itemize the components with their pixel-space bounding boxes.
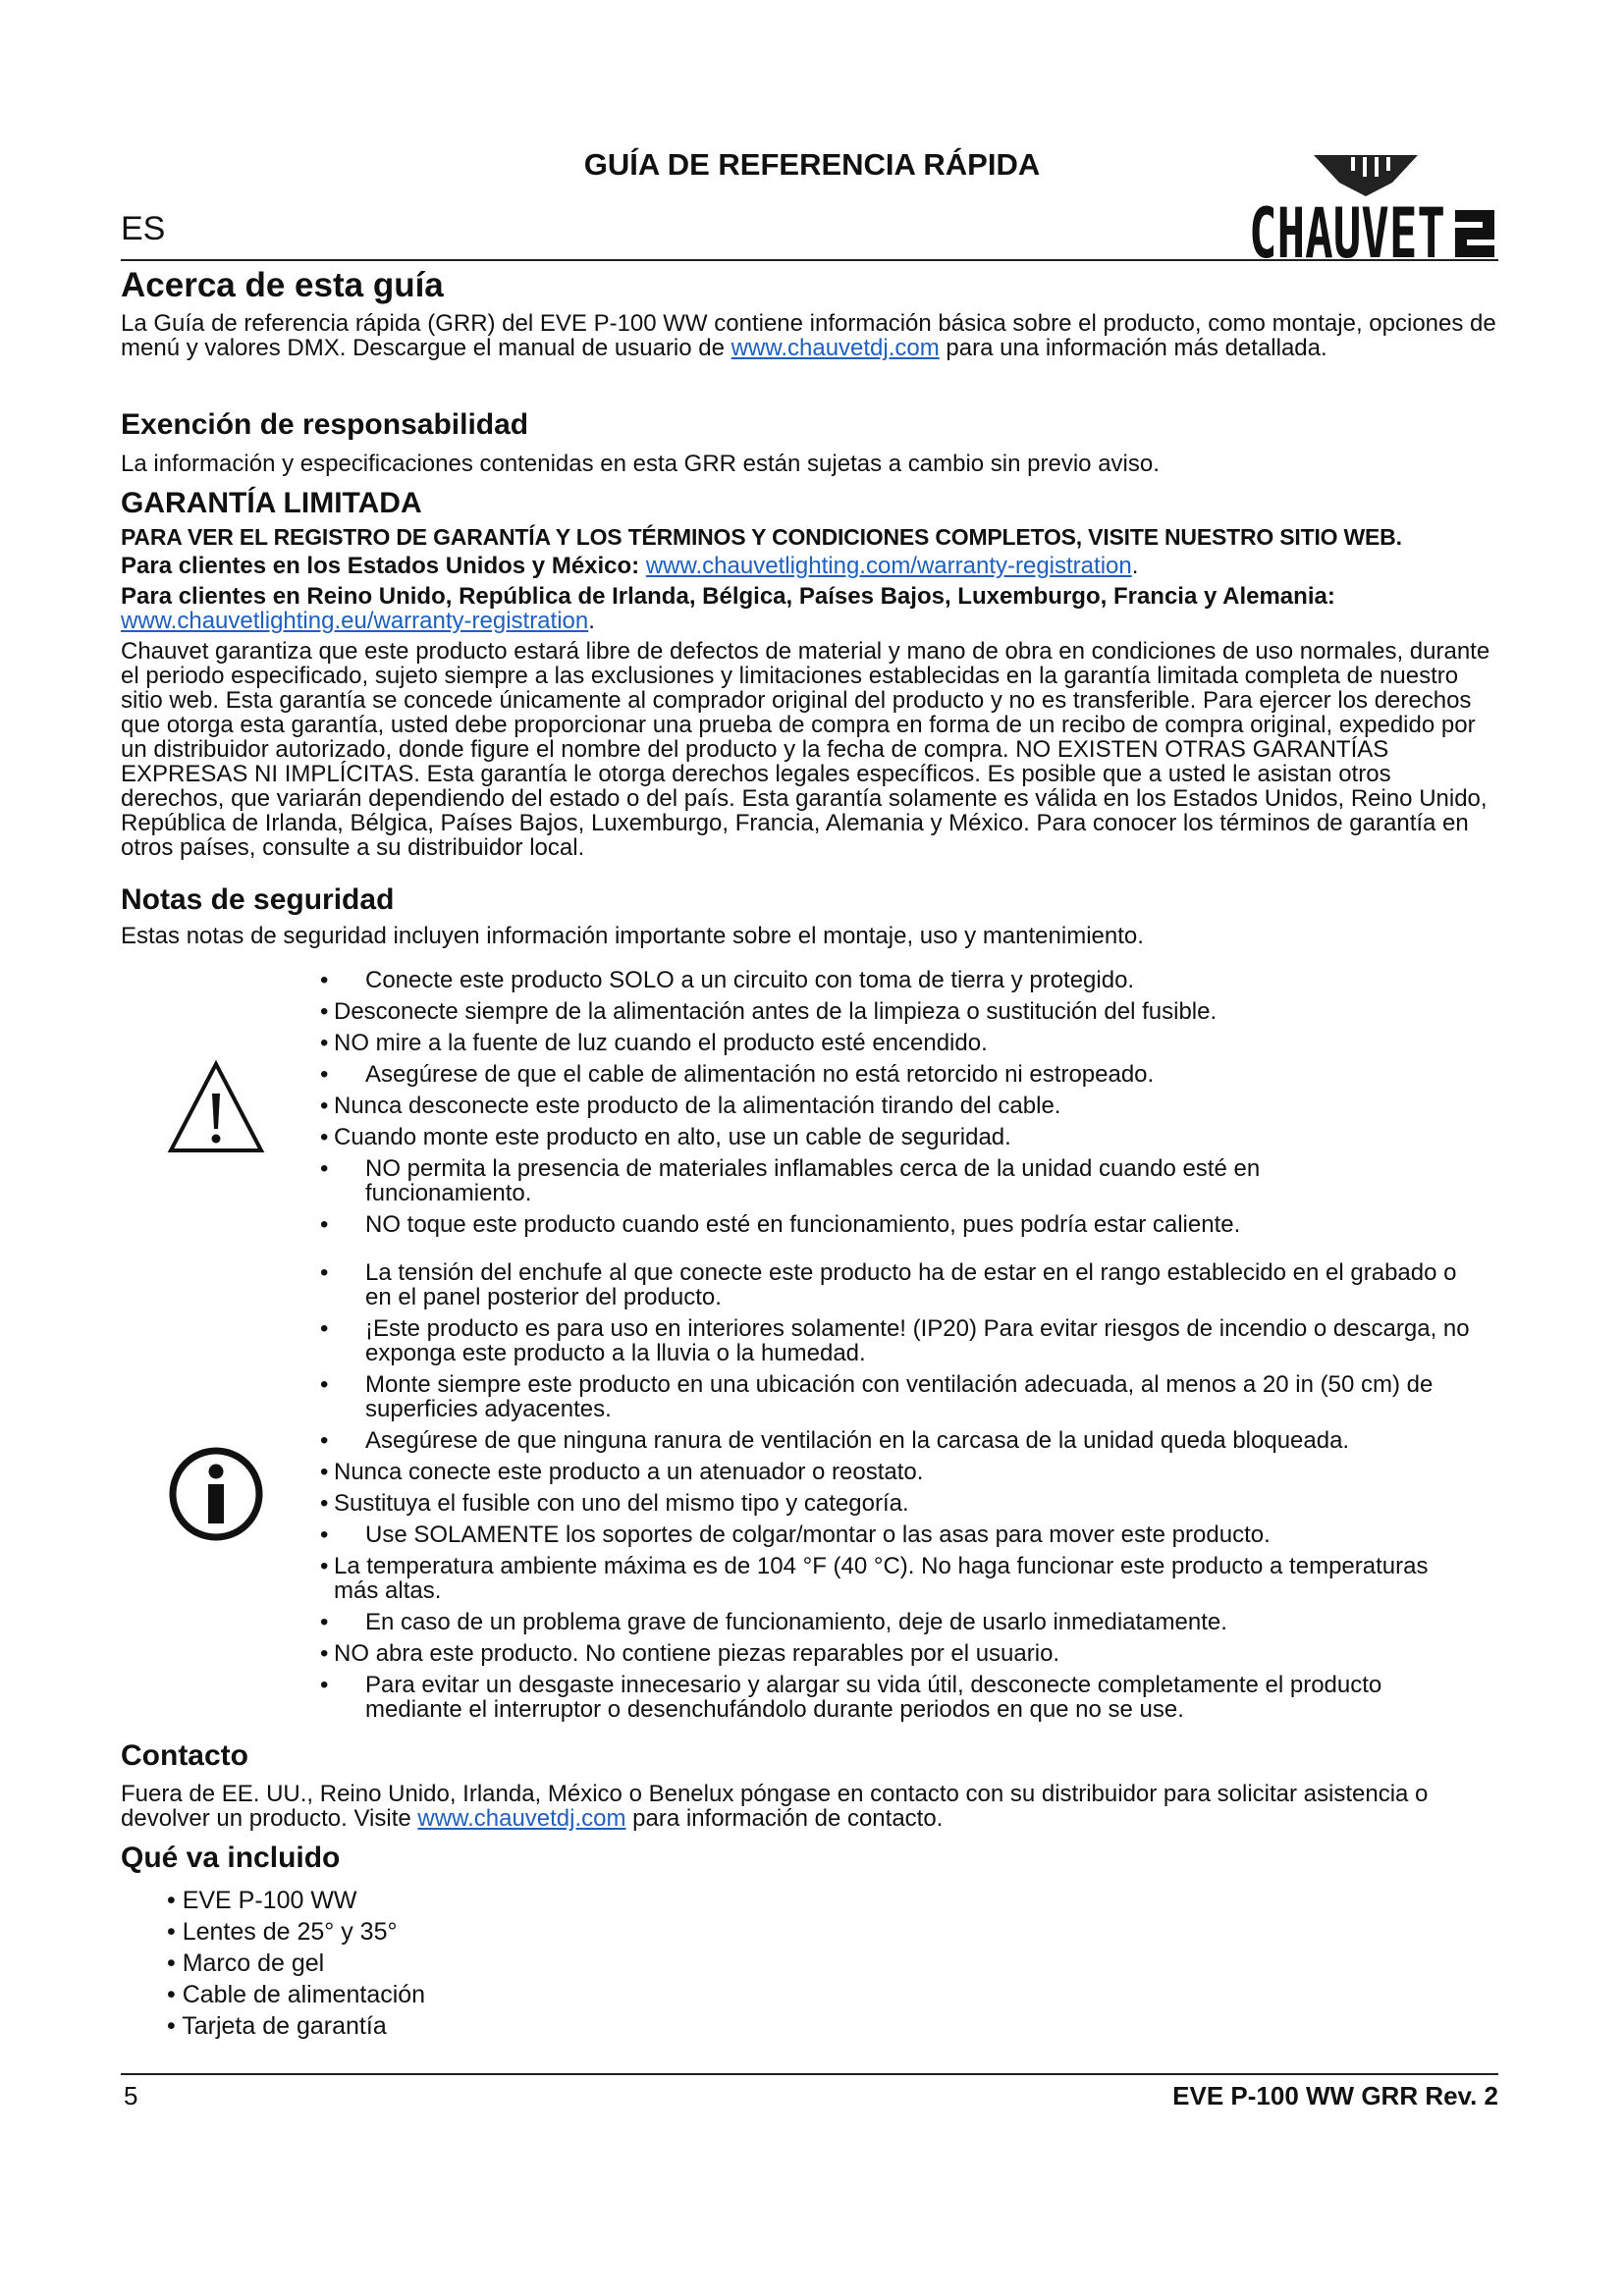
list-item: • La temperatura ambiente máxima es de 104 °F (40 °C). No haga funcionar este producto a temperaturas más altas. bbox=[320, 1553, 1429, 1604]
us-warranty-link[interactable]: www.chauvetlighting.com/warranty-registration bbox=[645, 553, 1132, 579]
list-item: • NO abra este producto. No contiene piezas reparables por el usuario. bbox=[320, 1640, 1060, 1667]
info-circle-icon bbox=[167, 1445, 265, 1543]
list-item: • ¡Este producto es para uso en interiores solamente! (IP20) Para evitar riesgos de incendio o descarga, no exponga este producto a la lluvia o la humedad. bbox=[320, 1315, 1470, 1366]
warranty-caps-line: PARA VER EL REGISTRO DE GARANTÍA Y LOS TÉRMINOS Y CONDICIONES COMPLETOS, VISITE NUESTRO SITIO WEB. bbox=[121, 524, 1402, 550]
warning-triangle-icon bbox=[167, 1058, 265, 1156]
list-item: • Asegúrese de que el cable de alimentación no está retorcido ni estropeado. bbox=[320, 1061, 1155, 1088]
chauvet-dj-logo bbox=[1245, 149, 1498, 274]
list-item: • Cuando monte este producto en alto, use un cable de seguridad. bbox=[320, 1124, 1011, 1150]
document-reference: EVE P-100 WW GRR Rev. 2 bbox=[1172, 2081, 1498, 2110]
warranty-section bbox=[121, 487, 1498, 861]
disclaimer-text: La información y especificaciones contenidas en esta GRR están sujetas a cambio sin previo aviso. bbox=[121, 451, 1160, 477]
warranty-eu-label: Para clientes en Reino Unido, República de Irlanda, Bélgica, Países Bajos, Luxemburgo, Francia y Alemania: bbox=[121, 583, 1335, 610]
footer-divider bbox=[121, 2073, 1498, 2075]
safety-list-group2 bbox=[316, 1260, 1475, 1729]
page-title: GUÍA DE REFERENCIA RÁPIDA bbox=[583, 147, 1041, 182]
about-text: La Guía de referencia rápida (GRR) del EVE P-100 WW contiene información básica sobre el producto, como montaje, opciones de menú y valores DMX. Descargue el manual de usuario de www.chauvetdj.com para una información más detallada. bbox=[121, 310, 1496, 361]
list-item: • La tensión del enchufe al que conecte este producto ha de estar en el rango establecido en el grabado o en el panel posterior del producto. bbox=[320, 1259, 1457, 1310]
safety-section bbox=[121, 883, 1498, 949]
list-item: • Nunca desconecte este producto de la alimentación tirando del cable. bbox=[320, 1093, 1061, 1119]
list-item: • NO mire a la fuente de luz cuando el producto esté encendido. bbox=[320, 1030, 988, 1056]
contact-heading: Contacto bbox=[121, 1739, 248, 1772]
contact-text: Fuera de EE. UU., Reino Unido, Irlanda, México o Benelux póngase en contacto con su distribuidor para solicitar asistencia o devolver un producto. Visite www.chauvetdj.com para información de contacto. bbox=[121, 1781, 1429, 1832]
eu-warranty-link[interactable]: www.chauvetlighting.eu/warranty-registration bbox=[121, 608, 589, 634]
language-code: ES bbox=[121, 210, 166, 247]
about-section bbox=[121, 266, 1498, 361]
list-item: • Tarjeta de garantía bbox=[167, 2012, 387, 2040]
warranty-eu-line: www.chauvetlighting.eu/warranty-registration. bbox=[121, 608, 595, 634]
included-heading: Qué va incluido bbox=[121, 1842, 341, 1874]
list-item: • Asegúrese de que ninguna ranura de ventilación en la carcasa de la unidad queda bloqueada. bbox=[320, 1427, 1350, 1454]
list-item: • Monte siempre este producto en una ubicación con ventilación adecuada, al menos a 20 in (50 cm) de superficies adyacentes. bbox=[320, 1371, 1434, 1422]
page-number: 5 bbox=[124, 2081, 138, 2110]
contact-section bbox=[121, 1739, 1498, 1832]
safety-intro: Estas notas de seguridad incluyen información importante sobre el montaje, uso y mantenimiento. bbox=[121, 923, 1144, 949]
list-item: • Nunca conecte este producto a un atenuador o reostato. bbox=[320, 1459, 924, 1485]
svg-text:CHAUVET: CHAUVET bbox=[1249, 193, 1445, 274]
header-divider bbox=[121, 259, 1498, 261]
list-item: • NO toque este producto cuando esté en funcionamiento, pues podría estar caliente. bbox=[320, 1211, 1241, 1238]
disclaimer-section bbox=[121, 408, 1498, 477]
chauvetdj-link[interactable]: www.chauvetdj.com bbox=[731, 335, 940, 361]
list-item: • EVE P-100 WW bbox=[167, 1887, 357, 1914]
list-item: • NO permita la presencia de materiales inflamables cerca de la unidad cuando esté en funcionamiento. bbox=[320, 1155, 1261, 1206]
disclaimer-heading: Exención de responsabilidad bbox=[121, 408, 529, 441]
list-item: • Sustituya el fusible con uno del mismo tipo y categoría. bbox=[320, 1490, 909, 1517]
list-item: • Desconecte siempre de la alimentación antes de la limpieza o sustitución del fusible. bbox=[320, 998, 1218, 1025]
warranty-heading: GARANTÍA LIMITADA bbox=[121, 487, 422, 519]
list-item: • Cable de alimentación bbox=[167, 1981, 426, 2008]
list-item: • Use SOLAMENTE los soportes de colgar/montar o las asas para mover este producto. bbox=[320, 1522, 1271, 1548]
about-heading: Acerca de esta guía bbox=[121, 266, 444, 304]
included-list bbox=[167, 1885, 756, 2042]
list-item: • En caso de un problema grave de funcionamiento, deje de usarlo inmediatamente. bbox=[320, 1609, 1227, 1635]
safety-list-group1 bbox=[316, 968, 1494, 1244]
included-section bbox=[121, 1842, 1498, 1874]
list-item: • Conecte este producto SOLO a un circuito con toma de tierra y protegido. bbox=[320, 967, 1135, 993]
warranty-body: Chauvet garantiza que este producto estará libre de defectos de material y mano de obra en condiciones de uso normales, durante el periodo especificado, sujeto siempre a las exclusiones y limitaciones establecidas en la garantía limitada completa de nuestro sitio web. Esta garantía se concede únicamente al comprador original del producto y no es transferible. Para ejercer los derechos que otorga esta garantía, usted debe proporcionar una prueba de compra en forma de un recibo de compra original, expedido por un distribuidor autorizado, donde figure el nombre del producto y la fecha de compra. NO EXISTEN OTRAS GARANTÍAS EXPRESAS NI IMPLÍCITAS. Esta garantía le otorga derechos legales específicos. Es posible que a usted le asistan otros derechos, que variarán dependiendo del estado o del país. Esta garantía solamente es válida en los Estados Unidos, Reino Unido, República de Irlanda, Bélgica, Países Bajos, Luxemburgo, Francia, Alemania y México. Para conocer los términos de garantía en otros países, consulte a su distribuidor local. bbox=[121, 638, 1490, 861]
list-item: • Para evitar un desgaste innecesario y alargar su vida útil, desconecte completamente el producto mediante el interruptor o desenchufándolo durante periodos en que no se use. bbox=[320, 1672, 1382, 1723]
list-item: • Marco de gel bbox=[167, 1949, 325, 1977]
contact-link[interactable]: www.chauvetdj.com bbox=[417, 1805, 626, 1832]
warranty-us-line: Para clientes en los Estados Unidos y México: www.chauvetlighting.com/warranty-registration. bbox=[121, 553, 1139, 579]
safety-heading: Notas de seguridad bbox=[121, 883, 395, 916]
list-item: • Lentes de 25° y 35° bbox=[167, 1918, 398, 1946]
